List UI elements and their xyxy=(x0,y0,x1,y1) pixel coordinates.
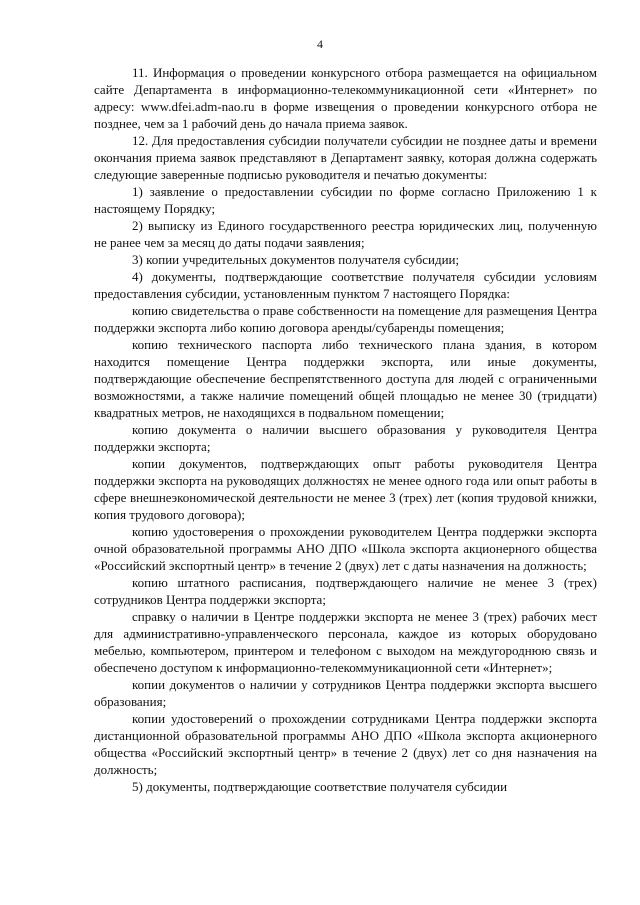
sub-item: копию технического паспорта либо технического плана здания, в котором находится помещение Центра поддержки экспорта, или иные документы, подтверждающие обеспечение беспрепятственного доступа для людей с ограниченными возможностями, а также наличие помещений общей площадью не менее 30 (тридцати) квадратных метров, не находящихся в подвальном помещении; xyxy=(94,337,597,420)
list-item: 4) документы, подтверждающие соответствие получателя субсидии условиям предоставления субсидии, установленным пунктом 7 настоящего Порядка: xyxy=(94,269,597,301)
sub-item: копии документов о наличии у сотрудников Центра поддержки экспорта высшего образования; xyxy=(94,677,597,709)
list-item: 2) выписку из Единого государственного реестра юридических лиц, полученную не ранее чем за месяц до даты подачи заявления; xyxy=(94,218,597,250)
list-item: 5) документы, подтверждающие соответствие получателя субсидии xyxy=(132,779,508,794)
document-body xyxy=(94,64,597,795)
sub-item: копию штатного расписания, подтверждающего наличие не менее 3 (трех) сотрудников Центра поддержки экспорта; xyxy=(94,575,597,607)
sub-item: копии документов, подтверждающих опыт работы руководителя Центра поддержки экспорта на руководящих должностях не менее одного года или опыт работы в сфере внешнеэкономической деятельности не менее 3 (трех) лет (копия трудовой книжки, копия трудового договора); xyxy=(94,456,597,522)
sub-item: копию удостоверения о прохождении руководителем Центра поддержки экспорта очной образовательной программы АНО ДПО «Школа экспорта акционерного общества «Российский экспортный центр» в течение 2 (двух) лет с даты назначения на должность; xyxy=(94,524,597,573)
sub-item: копию свидетельства о праве собственности на помещение для размещения Центра поддержки экспорта либо копию договора аренды/субаренды помещения; xyxy=(94,303,597,335)
sub-item: копии удостоверений о прохождении сотрудниками Центра поддержки экспорта дистанционной образовательной программы АНО ДПО «Школа экспорта акционерного общества «Российский экспортный центр» в течение 2 (двух) лет со дня назначения на должность; xyxy=(94,711,597,777)
paragraph: 12. Для предоставления субсидии получатели субсидии не позднее даты и времени окончания приема заявок представляют в Департамент заявку, которая должна содержать следующие заверенные подписью руководителя и печатью документы: xyxy=(94,133,597,182)
sub-item: справку о наличии в Центре поддержки экспорта не менее 3 (трех) рабочих мест для административно-управленческого персонала, каждое из которых оборудовано мебелью, компьютером, принтером и телефоном с выходом на междугороднюю связь и обеспечено доступом к информационно-телекоммуникационной сети «Интернет»; xyxy=(94,609,597,675)
list-item: 3) копии учредительных документов получателя субсидии; xyxy=(132,252,460,267)
page-number: 4 xyxy=(317,37,323,51)
sub-item: копию документа о наличии высшего образования у руководителя Центра поддержки экспорта; xyxy=(94,422,597,454)
paragraph: 11. Информация о проведении конкурсного отбора размещается на официальном сайте Департамента в информационно-телекоммуникационной сети «Интернет» по адресу: www.dfei.adm-nao.ru в форме извещения о проведении конкурсного отбора не позднее, чем за 1 рабочий день до начала приема заявок. xyxy=(94,65,597,131)
list-item: 1) заявление о предоставлении субсидии по форме согласно Приложению 1 к настоящему Порядку; xyxy=(94,184,597,216)
